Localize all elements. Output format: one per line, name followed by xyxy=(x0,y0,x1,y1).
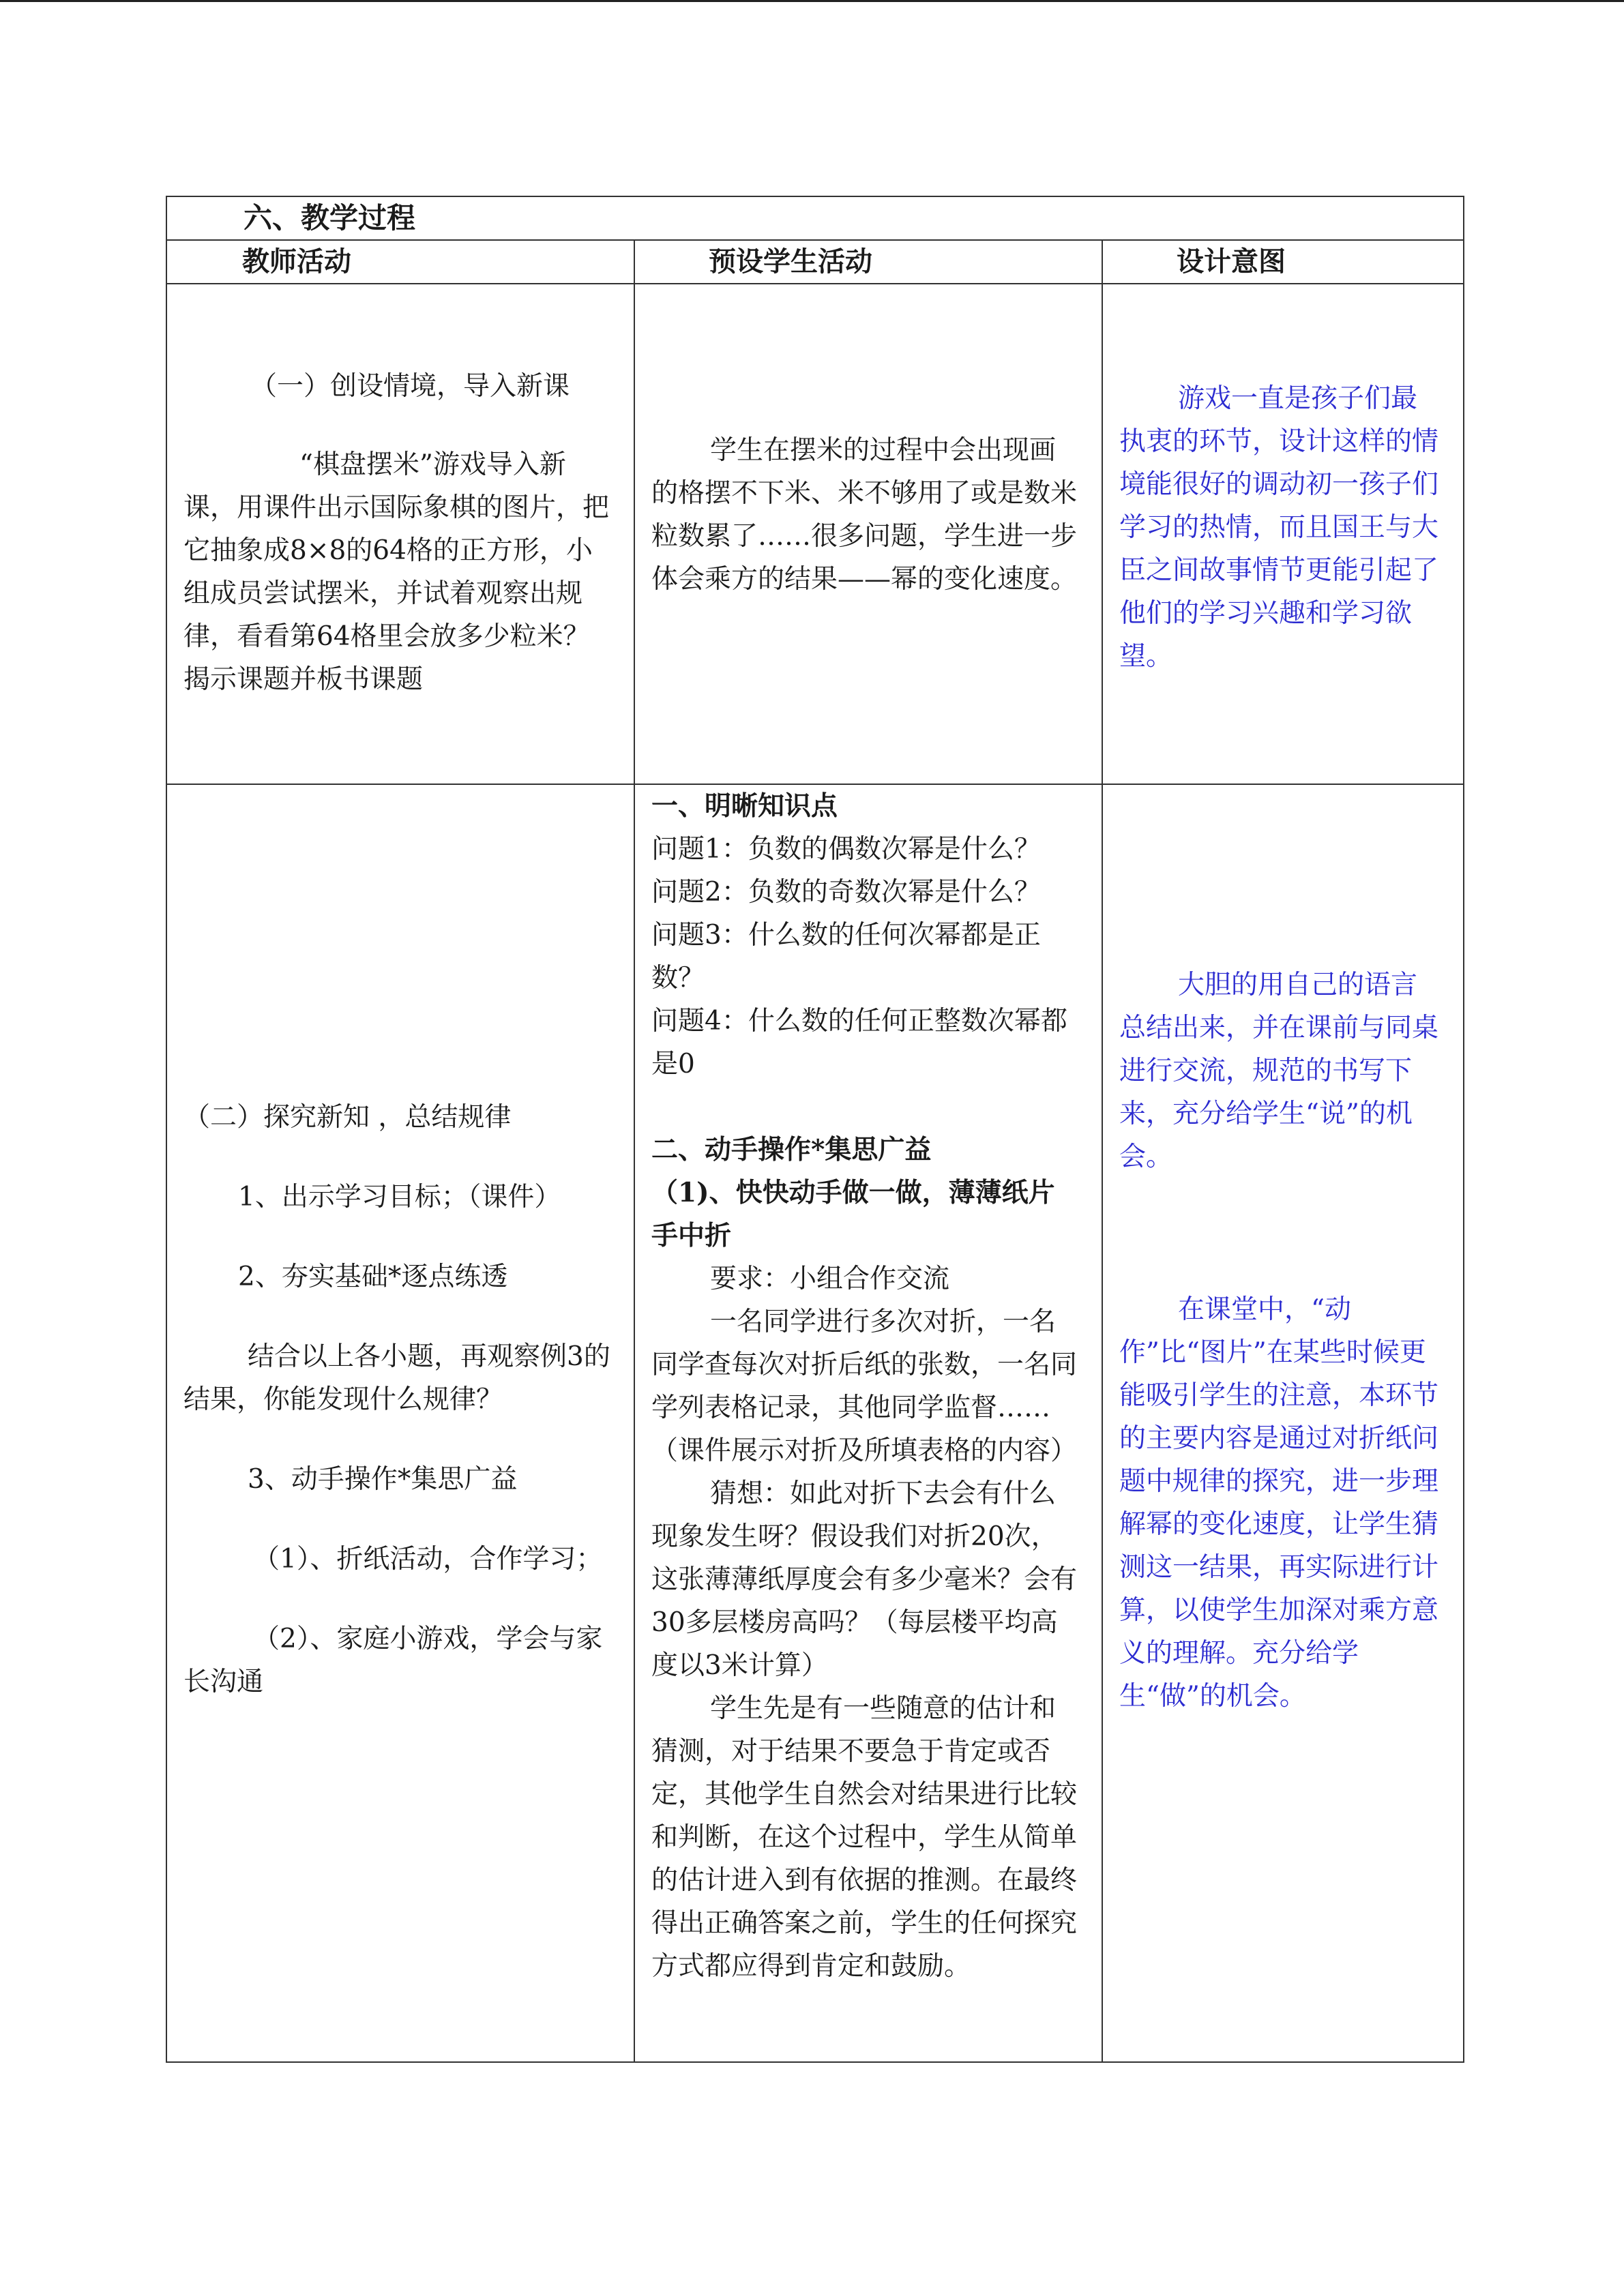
row2-teacher-item2: 2、夯实基础*逐点练透 xyxy=(238,1262,508,1292)
table-row xyxy=(166,784,1464,2062)
student-section1-title: 一、明晰知识点 xyxy=(651,790,838,822)
student-paragraph-2: 猜想：如此对折下去会有什么现象发生呀？假设我们对折20次，这张薄薄纸厚度会有多少毫米？会有30多层楼房高吗？（每层楼平均高度以3米计算） xyxy=(651,1478,1078,1681)
student-requirement: 要求：小组合作交流 xyxy=(710,1264,950,1294)
lesson-process-sheet xyxy=(166,196,1463,2063)
row1-student-text: 学生在摆米的过程中会出现画的格摆不下米、米不够用了或是数米粒数累了……很多问题，学生进一步体会乘方的结果——幂的变化速度。 xyxy=(651,435,1078,595)
row2-teacher-item1: 1、出示学习目标；（课件） xyxy=(238,1182,561,1212)
question-2: 问题2：负数的奇数次幂是什么？ xyxy=(651,877,1041,908)
header-intent: 设计意图 xyxy=(1102,240,1464,284)
lesson-process-table xyxy=(166,196,1464,2063)
student-section2-sub: （1)、快快动手做一做，薄薄纸片手中折 xyxy=(651,1177,1055,1251)
student-section2-title: 二、动手操作*集思广益 xyxy=(651,1134,932,1165)
header-teacher: 教师活动 xyxy=(166,240,634,284)
row2-student-cell xyxy=(634,784,1102,2062)
row2-teacher-cell xyxy=(166,784,634,2062)
student-paragraph-1: 一名同学进行多次对折，一名同学查每次对折后纸的张数，一名同学列表格记录，其他同学监督……（课件展示对折及所填表格的内容） xyxy=(651,1307,1078,1466)
section-title: 六、教学过程 xyxy=(166,196,1464,240)
row1-intent-cell xyxy=(1102,284,1464,784)
row2-teacher-item6: （2）、家庭小游戏，学会与家长沟通 xyxy=(183,1624,603,1697)
row1-teacher-cell xyxy=(166,284,634,784)
question-1: 问题1：负数的偶数次幂是什么？ xyxy=(651,834,1041,865)
header-row xyxy=(166,240,1464,284)
row1-teacher-body: “棋盘摆米”游戏导入新课，用课件出示国际象棋的图片，把它抽象成8×8的64格的正方形，小组成员尝试摆米，并试着观察出规律，看看第64格里会放多少粒米？揭示课题并板书课题 xyxy=(183,449,610,695)
student-paragraph-3: 学生先是有一些随意的估计和猜测，对于结果不要急于肯定或否定，其他学生自然会对结果进行比较和判断，在这个过程中，学生从简单的估计进入到有依据的推测。在最终得出正确答案之前，学生的任何探究方式都应得到肯定和鼓励。 xyxy=(651,1693,1078,1982)
question-3: 问题3：什么数的任何次幂都是正数？ xyxy=(651,920,1041,994)
row1-intent-text: 游戏一直是孩子们最执衷的环节，设计这样的情境能很好的调动初一孩子们学习的热情，而且国王与大臣之间故事情节更能引起了他们的学习兴趣和学习欲望。 xyxy=(1119,383,1439,672)
row1-teacher-heading: （一）创设情境，导入新课 xyxy=(250,371,570,402)
row2-intent-cell xyxy=(1102,784,1464,2062)
row2-intent-text-2: 在课堂中，“动作”比“图片”在某些时候更能吸引学生的注意，本环节的主要内容是通过对折纸问题中规律的探究，进一步理解幂的变化速度，让学生猜测这一结果，再实际进行计算，以使学生加深对乘方意义的理解。充分给学生“做”的机会。 xyxy=(1119,1294,1439,1712)
row2-intent-text-1: 大胆的用自己的语言总结出来，并在课前与同桌进行交流，规范的书写下来，充分给学生“说”的机会。 xyxy=(1119,970,1439,1172)
table-row xyxy=(166,284,1464,784)
row2-teacher-heading: （二）探究新知 ，总结规律 xyxy=(183,1102,512,1133)
section-title-row xyxy=(166,196,1464,240)
row2-teacher-item5: （1）、折纸活动，合作学习； xyxy=(253,1544,603,1575)
header-student: 预设学生活动 xyxy=(634,240,1102,284)
question-4: 问题4：什么数的任何正整数次幂都是0 xyxy=(651,1006,1067,1079)
row2-teacher-item4: 3、动手操作*集思广益 xyxy=(248,1464,518,1495)
row1-student-cell xyxy=(634,284,1102,784)
page-top-rule xyxy=(0,0,1624,2)
row2-teacher-item3: 结合以上各小题，再观察例3的结果，你能发现什么规律？ xyxy=(183,1341,610,1415)
